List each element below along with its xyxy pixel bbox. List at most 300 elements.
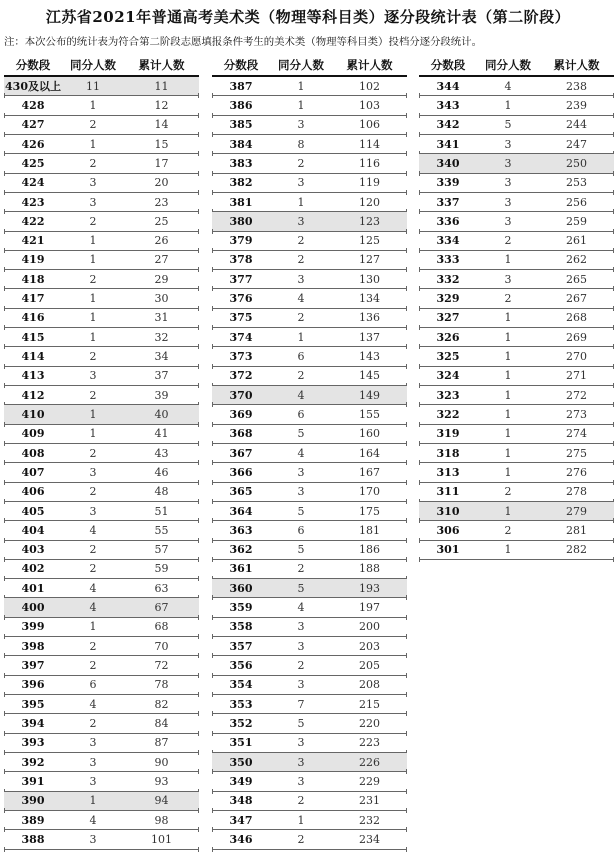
table-row bbox=[212, 425, 407, 444]
cell-score: 358 bbox=[229, 620, 253, 634]
cell-score: 329 bbox=[436, 292, 460, 306]
cell-same-count: 4 bbox=[297, 292, 305, 306]
table-row bbox=[419, 96, 614, 115]
cell-cumulative: 268 bbox=[566, 311, 587, 325]
cell-score: 396 bbox=[21, 678, 45, 692]
cell-cumulative: 175 bbox=[359, 504, 380, 518]
cell-same-count: 1 bbox=[89, 427, 97, 441]
cell-score: 422 bbox=[21, 214, 45, 228]
cell-cumulative: 98 bbox=[154, 813, 169, 827]
cell-same-count: 4 bbox=[297, 601, 305, 615]
cell-score: 349 bbox=[229, 774, 253, 788]
cell-cumulative: 262 bbox=[566, 253, 587, 267]
cell-same-count: 2 bbox=[297, 156, 305, 170]
cell-score: 397 bbox=[21, 659, 45, 673]
cell-score: 413 bbox=[21, 369, 45, 383]
cell-score: 389 bbox=[21, 813, 45, 827]
cell-score: 385 bbox=[229, 118, 253, 132]
table-row bbox=[4, 714, 199, 733]
cell-cumulative: 231 bbox=[359, 794, 380, 808]
cell-score: 359 bbox=[229, 601, 253, 615]
cell-cumulative: 223 bbox=[359, 736, 380, 750]
cell-score: 398 bbox=[21, 639, 45, 653]
cell-score: 353 bbox=[229, 697, 253, 711]
cell-same-count: 2 bbox=[504, 292, 512, 306]
cell-cumulative: 259 bbox=[566, 214, 587, 228]
cell-score: 323 bbox=[436, 388, 460, 402]
cell-same-count: 7 bbox=[297, 697, 305, 711]
cell-cumulative: 270 bbox=[566, 350, 587, 364]
cell-same-count: 4 bbox=[297, 388, 305, 402]
cell-same-count: 1 bbox=[89, 407, 97, 421]
cell-score: 326 bbox=[436, 330, 460, 344]
cell-score: 406 bbox=[21, 485, 45, 499]
cell-same-count: 2 bbox=[89, 214, 97, 228]
table-row bbox=[4, 386, 199, 405]
cell-cumulative: 70 bbox=[154, 639, 169, 653]
cell-cumulative: 229 bbox=[359, 774, 380, 788]
cell-cumulative: 114 bbox=[359, 137, 380, 151]
header-cumulative: 累计人数 bbox=[553, 57, 600, 72]
table-row bbox=[419, 521, 614, 540]
cell-same-count: 1 bbox=[504, 350, 512, 364]
cell-cumulative: 272 bbox=[566, 388, 587, 402]
cell-same-count: 5 bbox=[297, 504, 305, 518]
cell-cumulative: 281 bbox=[566, 523, 587, 537]
cell-cumulative: 30 bbox=[154, 292, 169, 306]
table-row bbox=[212, 347, 407, 366]
cell-cumulative: 23 bbox=[154, 195, 169, 209]
cell-same-count: 3 bbox=[297, 485, 305, 499]
cell-same-count: 1 bbox=[89, 98, 97, 112]
table-row bbox=[4, 116, 199, 135]
cell-score: 362 bbox=[229, 543, 253, 557]
table-row bbox=[4, 347, 199, 366]
cell-cumulative: 267 bbox=[566, 292, 587, 306]
table-row bbox=[4, 541, 199, 560]
cell-score: 405 bbox=[21, 504, 45, 518]
table-row bbox=[212, 695, 407, 714]
table-row bbox=[212, 116, 407, 135]
table-row bbox=[4, 289, 199, 308]
row-border-tick bbox=[212, 847, 213, 852]
cell-score: 391 bbox=[21, 774, 45, 788]
cell-same-count: 1 bbox=[504, 446, 512, 460]
cell-same-count: 8 bbox=[297, 137, 305, 151]
cell-score: 310 bbox=[436, 504, 460, 518]
cell-cumulative: 32 bbox=[154, 330, 169, 344]
table-row bbox=[419, 232, 614, 251]
cell-score: 390 bbox=[21, 794, 45, 808]
table-row bbox=[212, 77, 407, 96]
cell-cumulative: 101 bbox=[151, 832, 172, 846]
cell-score: 430及以上 bbox=[5, 80, 61, 94]
cell-same-count: 1 bbox=[504, 465, 512, 479]
table-row bbox=[4, 637, 199, 656]
score-table-column-3 bbox=[419, 54, 614, 560]
cell-score: 370 bbox=[229, 388, 253, 402]
cell-same-count: 1 bbox=[504, 311, 512, 325]
cell-score: 367 bbox=[229, 446, 253, 460]
table-row bbox=[4, 772, 199, 791]
cell-score: 416 bbox=[21, 311, 45, 325]
cell-same-count: 4 bbox=[504, 79, 512, 93]
cell-same-count: 1 bbox=[89, 794, 97, 808]
cell-same-count: 3 bbox=[297, 755, 305, 769]
cell-score: 395 bbox=[21, 697, 45, 711]
cell-score: 327 bbox=[436, 311, 460, 325]
cell-cumulative: 170 bbox=[359, 485, 380, 499]
table-row bbox=[212, 193, 407, 212]
cell-same-count: 3 bbox=[297, 465, 305, 479]
cell-score: 401 bbox=[21, 581, 45, 595]
cell-cumulative: 247 bbox=[566, 137, 587, 151]
cell-same-count: 3 bbox=[297, 620, 305, 634]
cell-score: 378 bbox=[229, 253, 253, 267]
cell-same-count: 2 bbox=[89, 350, 97, 364]
table-row bbox=[4, 560, 199, 579]
cell-cumulative: 57 bbox=[154, 543, 169, 557]
cell-cumulative: 149 bbox=[359, 388, 380, 402]
cell-cumulative: 256 bbox=[566, 195, 587, 209]
cell-cumulative: 164 bbox=[359, 446, 380, 460]
cell-score: 424 bbox=[21, 176, 45, 190]
cell-cumulative: 274 bbox=[566, 427, 587, 441]
cell-cumulative: 31 bbox=[154, 311, 169, 325]
cell-same-count: 2 bbox=[89, 485, 97, 499]
cell-cumulative: 27 bbox=[154, 253, 169, 267]
cell-cumulative: 29 bbox=[154, 272, 169, 286]
table-row bbox=[212, 174, 407, 193]
cell-same-count: 3 bbox=[504, 195, 512, 209]
cell-cumulative: 127 bbox=[359, 253, 380, 267]
cell-cumulative: 25 bbox=[154, 214, 169, 228]
score-table-column-2 bbox=[212, 54, 407, 850]
cell-score: 392 bbox=[21, 755, 45, 769]
cell-score: 351 bbox=[229, 736, 253, 750]
cell-cumulative: 123 bbox=[359, 214, 380, 228]
cell-score: 407 bbox=[21, 465, 45, 479]
cell-same-count: 3 bbox=[89, 369, 97, 383]
cell-same-count: 1 bbox=[504, 388, 512, 402]
cell-same-count: 3 bbox=[89, 736, 97, 750]
table-row bbox=[212, 618, 407, 637]
cell-score: 394 bbox=[21, 716, 45, 730]
cell-same-count: 3 bbox=[297, 774, 305, 788]
cell-cumulative: 167 bbox=[359, 465, 380, 479]
table-row bbox=[419, 444, 614, 463]
cell-same-count: 2 bbox=[297, 562, 305, 576]
table-row bbox=[419, 347, 614, 366]
cell-cumulative: 84 bbox=[154, 716, 169, 730]
cell-same-count: 2 bbox=[297, 794, 305, 808]
cell-same-count: 1 bbox=[297, 98, 305, 112]
cell-cumulative: 15 bbox=[154, 137, 169, 151]
cell-cumulative: 275 bbox=[566, 446, 587, 460]
table-row bbox=[419, 270, 614, 289]
table-row bbox=[4, 405, 199, 424]
cell-score: 426 bbox=[21, 137, 45, 151]
cell-cumulative: 41 bbox=[154, 427, 169, 441]
table-row bbox=[419, 116, 614, 135]
table-row bbox=[212, 772, 407, 791]
cell-same-count: 2 bbox=[297, 234, 305, 248]
table-note: 注：本次公布的统计表为符合第二阶段志愿填报条件考生的美术类（物理等科目类）投档分逐分段统计。 bbox=[4, 36, 482, 48]
table-row bbox=[212, 830, 407, 849]
table-row bbox=[4, 579, 199, 598]
table-row bbox=[212, 232, 407, 251]
cell-score: 373 bbox=[229, 350, 253, 364]
table-row bbox=[212, 96, 407, 115]
table-row bbox=[4, 792, 199, 811]
table-row bbox=[212, 598, 407, 617]
table-row bbox=[4, 77, 199, 96]
table-row bbox=[419, 309, 614, 328]
cell-score: 366 bbox=[229, 465, 253, 479]
table-row bbox=[212, 135, 407, 154]
cell-cumulative: 279 bbox=[566, 504, 587, 518]
table-row bbox=[212, 444, 407, 463]
cell-cumulative: 90 bbox=[154, 755, 169, 769]
cell-cumulative: 208 bbox=[359, 678, 380, 692]
table-row bbox=[212, 463, 407, 482]
table-row bbox=[212, 560, 407, 579]
table-row bbox=[419, 135, 614, 154]
cell-score: 408 bbox=[21, 446, 45, 460]
cell-score: 343 bbox=[436, 98, 460, 112]
table-row bbox=[212, 154, 407, 173]
cell-same-count: 3 bbox=[504, 156, 512, 170]
cell-score: 347 bbox=[229, 813, 253, 827]
table-row bbox=[212, 656, 407, 675]
cell-same-count: 4 bbox=[89, 697, 97, 711]
cell-score: 377 bbox=[229, 272, 253, 286]
cell-cumulative: 26 bbox=[154, 234, 169, 248]
cell-same-count: 2 bbox=[297, 253, 305, 267]
cell-same-count: 2 bbox=[89, 716, 97, 730]
cell-score: 365 bbox=[229, 485, 253, 499]
cell-cumulative: 20 bbox=[154, 176, 169, 190]
table-row bbox=[212, 541, 407, 560]
table-row bbox=[4, 618, 199, 637]
cell-score: 409 bbox=[21, 427, 45, 441]
cell-same-count: 1 bbox=[504, 407, 512, 421]
table-row bbox=[419, 77, 614, 96]
cell-same-count: 3 bbox=[89, 465, 97, 479]
cell-same-count: 2 bbox=[297, 369, 305, 383]
cell-score: 419 bbox=[21, 253, 45, 267]
table-row bbox=[4, 502, 199, 521]
cell-cumulative: 67 bbox=[154, 601, 169, 615]
cell-cumulative: 234 bbox=[359, 832, 380, 846]
cell-cumulative: 82 bbox=[154, 697, 169, 711]
cell-cumulative: 87 bbox=[154, 736, 169, 750]
table-row bbox=[4, 96, 199, 115]
table-row bbox=[419, 463, 614, 482]
cell-same-count: 2 bbox=[504, 523, 512, 537]
cell-score: 412 bbox=[21, 388, 45, 402]
cell-score: 381 bbox=[229, 195, 253, 209]
cell-score: 363 bbox=[229, 523, 253, 537]
cell-cumulative: 103 bbox=[359, 98, 380, 112]
cell-cumulative: 193 bbox=[359, 581, 380, 595]
table-row bbox=[212, 753, 407, 772]
table-row bbox=[4, 270, 199, 289]
cell-same-count: 1 bbox=[297, 195, 305, 209]
table-row bbox=[419, 251, 614, 270]
row-border-tick bbox=[198, 847, 199, 852]
table-row bbox=[419, 212, 614, 231]
cell-score: 341 bbox=[436, 137, 460, 151]
cell-cumulative: 119 bbox=[359, 176, 380, 190]
cell-cumulative: 238 bbox=[566, 79, 587, 93]
cell-cumulative: 34 bbox=[154, 350, 169, 364]
cell-cumulative: 130 bbox=[359, 272, 380, 286]
cell-score: 402 bbox=[21, 562, 45, 576]
cell-same-count: 2 bbox=[297, 311, 305, 325]
table-row bbox=[212, 714, 407, 733]
cell-score: 325 bbox=[436, 350, 460, 364]
cell-same-count: 2 bbox=[89, 659, 97, 673]
cell-score: 319 bbox=[436, 427, 460, 441]
table-row bbox=[4, 444, 199, 463]
cell-score: 404 bbox=[21, 523, 45, 537]
cell-cumulative: 14 bbox=[154, 118, 169, 132]
cell-cumulative: 186 bbox=[359, 543, 380, 557]
cell-score: 339 bbox=[436, 176, 460, 190]
cell-same-count: 4 bbox=[297, 446, 305, 460]
cell-same-count: 3 bbox=[504, 214, 512, 228]
table-row bbox=[212, 386, 407, 405]
cell-same-count: 1 bbox=[504, 369, 512, 383]
cell-cumulative: 282 bbox=[566, 543, 587, 557]
cell-same-count: 3 bbox=[89, 832, 97, 846]
cell-score: 428 bbox=[21, 98, 45, 112]
cell-cumulative: 143 bbox=[359, 350, 380, 364]
cell-score: 410 bbox=[21, 407, 45, 421]
cell-same-count: 1 bbox=[89, 311, 97, 325]
header-cumulative: 累计人数 bbox=[346, 57, 393, 72]
cell-same-count: 2 bbox=[504, 485, 512, 499]
cell-score: 332 bbox=[436, 272, 460, 286]
cell-same-count: 2 bbox=[89, 156, 97, 170]
cell-cumulative: 250 bbox=[566, 156, 587, 170]
table-row bbox=[419, 193, 614, 212]
cell-cumulative: 17 bbox=[154, 156, 169, 170]
cell-cumulative: 48 bbox=[154, 485, 169, 499]
cell-same-count: 1 bbox=[504, 427, 512, 441]
cell-cumulative: 232 bbox=[359, 813, 380, 827]
cell-same-count: 3 bbox=[297, 678, 305, 692]
cell-same-count: 1 bbox=[89, 234, 97, 248]
cell-same-count: 1 bbox=[297, 79, 305, 93]
cell-cumulative: 273 bbox=[566, 407, 587, 421]
cell-score: 425 bbox=[21, 156, 45, 170]
cell-same-count: 2 bbox=[89, 562, 97, 576]
header-same-count: 同分人数 bbox=[278, 57, 324, 72]
cell-cumulative: 12 bbox=[154, 98, 169, 112]
cell-same-count: 6 bbox=[297, 523, 305, 537]
cell-same-count: 2 bbox=[89, 272, 97, 286]
cell-same-count: 1 bbox=[504, 543, 512, 557]
cell-same-count: 5 bbox=[297, 716, 305, 730]
cell-cumulative: 40 bbox=[154, 407, 169, 421]
cell-cumulative: 55 bbox=[154, 523, 169, 537]
table-row bbox=[4, 695, 199, 714]
cell-same-count: 2 bbox=[89, 118, 97, 132]
cell-cumulative: 120 bbox=[359, 195, 380, 209]
table-row bbox=[212, 502, 407, 521]
table-row bbox=[4, 174, 199, 193]
cell-cumulative: 188 bbox=[359, 562, 380, 576]
table-row bbox=[212, 309, 407, 328]
cell-same-count: 5 bbox=[504, 118, 512, 132]
cell-same-count: 3 bbox=[89, 176, 97, 190]
cell-score: 383 bbox=[229, 156, 253, 170]
cell-cumulative: 145 bbox=[359, 369, 380, 383]
table-row bbox=[419, 405, 614, 424]
cell-score: 360 bbox=[229, 581, 253, 595]
cell-same-count: 2 bbox=[89, 388, 97, 402]
table-row bbox=[212, 637, 407, 656]
table-row bbox=[4, 811, 199, 830]
cell-cumulative: 278 bbox=[566, 485, 587, 499]
cell-cumulative: 203 bbox=[359, 639, 380, 653]
cell-cumulative: 39 bbox=[154, 388, 169, 402]
cell-cumulative: 72 bbox=[154, 659, 169, 673]
cell-score: 333 bbox=[436, 253, 460, 267]
cell-same-count: 4 bbox=[89, 523, 97, 537]
cell-score: 350 bbox=[229, 755, 253, 769]
cell-score: 313 bbox=[436, 465, 460, 479]
cell-same-count: 2 bbox=[89, 446, 97, 460]
cell-score: 403 bbox=[21, 543, 45, 557]
cell-score: 324 bbox=[436, 369, 460, 383]
table-row bbox=[4, 309, 199, 328]
cell-same-count: 4 bbox=[89, 581, 97, 595]
cell-same-count: 3 bbox=[297, 214, 305, 228]
cell-score: 384 bbox=[229, 137, 253, 151]
table-row bbox=[419, 483, 614, 502]
table-row bbox=[4, 598, 199, 617]
cell-score: 399 bbox=[21, 620, 45, 634]
row-border-tick bbox=[419, 557, 420, 562]
cell-score: 382 bbox=[229, 176, 253, 190]
table-row bbox=[4, 328, 199, 347]
table-header bbox=[4, 54, 199, 77]
table-row bbox=[419, 502, 614, 521]
cell-cumulative: 68 bbox=[154, 620, 169, 634]
cell-score: 364 bbox=[229, 504, 253, 518]
cell-cumulative: 261 bbox=[566, 234, 587, 248]
table-row bbox=[212, 212, 407, 231]
table-row bbox=[419, 328, 614, 347]
cell-same-count: 3 bbox=[89, 755, 97, 769]
table-header bbox=[419, 54, 614, 77]
cell-same-count: 2 bbox=[297, 832, 305, 846]
cell-cumulative: 43 bbox=[154, 446, 169, 460]
table-row bbox=[4, 463, 199, 482]
cell-same-count: 6 bbox=[297, 407, 305, 421]
table-row bbox=[419, 154, 614, 173]
table-row bbox=[419, 386, 614, 405]
cell-score: 342 bbox=[436, 118, 460, 132]
row-border-tick bbox=[613, 557, 614, 562]
table-row bbox=[4, 154, 199, 173]
cell-score: 376 bbox=[229, 292, 253, 306]
cell-cumulative: 78 bbox=[154, 678, 169, 692]
cell-same-count: 4 bbox=[89, 813, 97, 827]
